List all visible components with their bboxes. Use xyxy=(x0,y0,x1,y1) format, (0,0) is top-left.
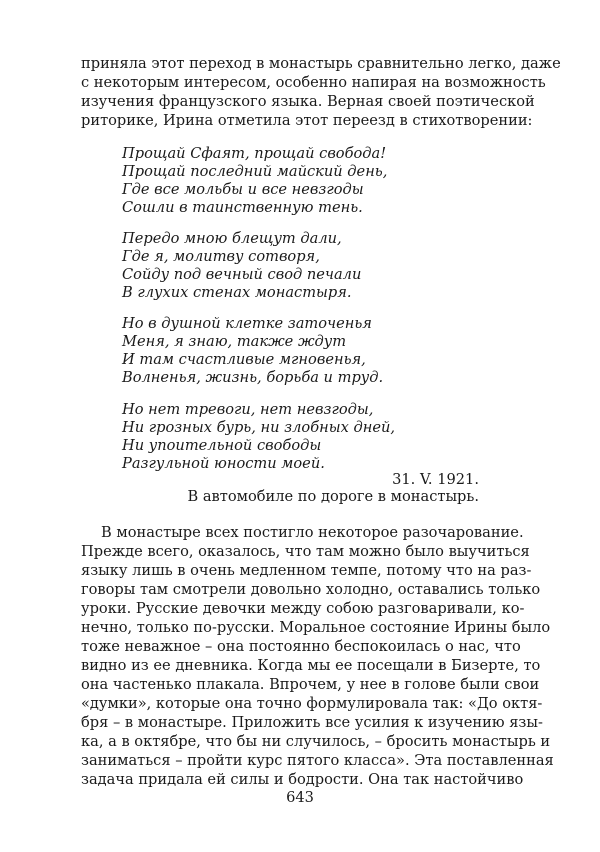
body-line: задача придала ей силы и бодрости. Она так настойчиво xyxy=(81,771,524,788)
poem-line: Сойду под вечный свод печали xyxy=(122,266,362,283)
body-line: ка, а в октябре, что бы ни случилось, – бросить монастырь и xyxy=(81,733,551,750)
poem-line: Ни упоительной свободы xyxy=(122,437,322,454)
poem-line: Меня, я знаю, также ждут xyxy=(122,333,347,350)
poem-line: Где я, молитву сотворя, xyxy=(122,248,320,265)
poem-line: Но в душной клетке заточенья xyxy=(122,315,372,332)
body-line: языку лишь в очень медленном темпе, потому что на раз- xyxy=(81,562,532,579)
body-line: тоже неважное – она постоянно беспокоилась о нас, что xyxy=(81,638,521,655)
body-line: она частенько плакала. Впрочем, у нее в голове были свои xyxy=(81,676,540,693)
poem-line: Разгульной юности моей. xyxy=(122,455,325,472)
page-number: 643 xyxy=(286,789,314,806)
poem-line: В глухих стенах монастыря. xyxy=(122,284,352,301)
body-line: бря – в монастыре. Приложить все усилия к изучению язы- xyxy=(81,714,543,731)
body-line: нечно, только по-русски. Моральное состояние Ирины было xyxy=(81,619,551,636)
poem-line: Прощай Сфаят, прощай свобода! xyxy=(122,145,387,162)
body-line: уроки. Русские девочки между собою разговаривали, ко- xyxy=(81,600,525,617)
poem-line: Прощай последний майский день, xyxy=(122,163,388,180)
body-line: «думки», которые она точно формулировала так: «До октя- xyxy=(81,695,543,712)
body-line: видно из ее дневника. Когда мы ее посещали в Бизерте, то xyxy=(81,657,541,674)
poem-line: Передо мною блещут дали, xyxy=(122,230,342,247)
poem-line: Сошли в таинственную тень. xyxy=(122,199,363,216)
intro-line: с некоторым интересом, особенно напирая на возможность xyxy=(81,74,546,91)
poem-line: Но нет тревоги, нет невзгоды, xyxy=(122,401,374,418)
poem-place: В автомобиле по дороге в монастырь. xyxy=(187,488,479,505)
body-line: Прежде всего, оказалось, что там можно было выучиться xyxy=(81,543,530,560)
body-line: В монастыре всех постигло некоторое разочарование. xyxy=(101,524,524,541)
body-line: заниматься – пройти курс пятого класса». Эта поставленная xyxy=(81,752,554,769)
intro-line: приняла этот переход в монастырь сравнительно легко, даже xyxy=(81,55,561,72)
poem-line: Ни грозных бурь, ни злобных дней, xyxy=(122,419,396,436)
poem-line: Где все мольбы и все невзгоды xyxy=(122,181,364,198)
intro-line: риторике, Ирина отметила этот переезд в стихотворении: xyxy=(81,112,533,129)
intro-line: изучения французского языка. Верная своей поэтической xyxy=(81,93,535,110)
poem-date: 31. V. 1921. xyxy=(392,471,479,488)
body-line: говоры там смотрели довольно холодно, оставались только xyxy=(81,581,541,598)
poem-line: И там счастливые мгновенья, xyxy=(122,351,366,368)
poem-line: Волненья, жизнь, борьба и труд. xyxy=(122,369,384,386)
